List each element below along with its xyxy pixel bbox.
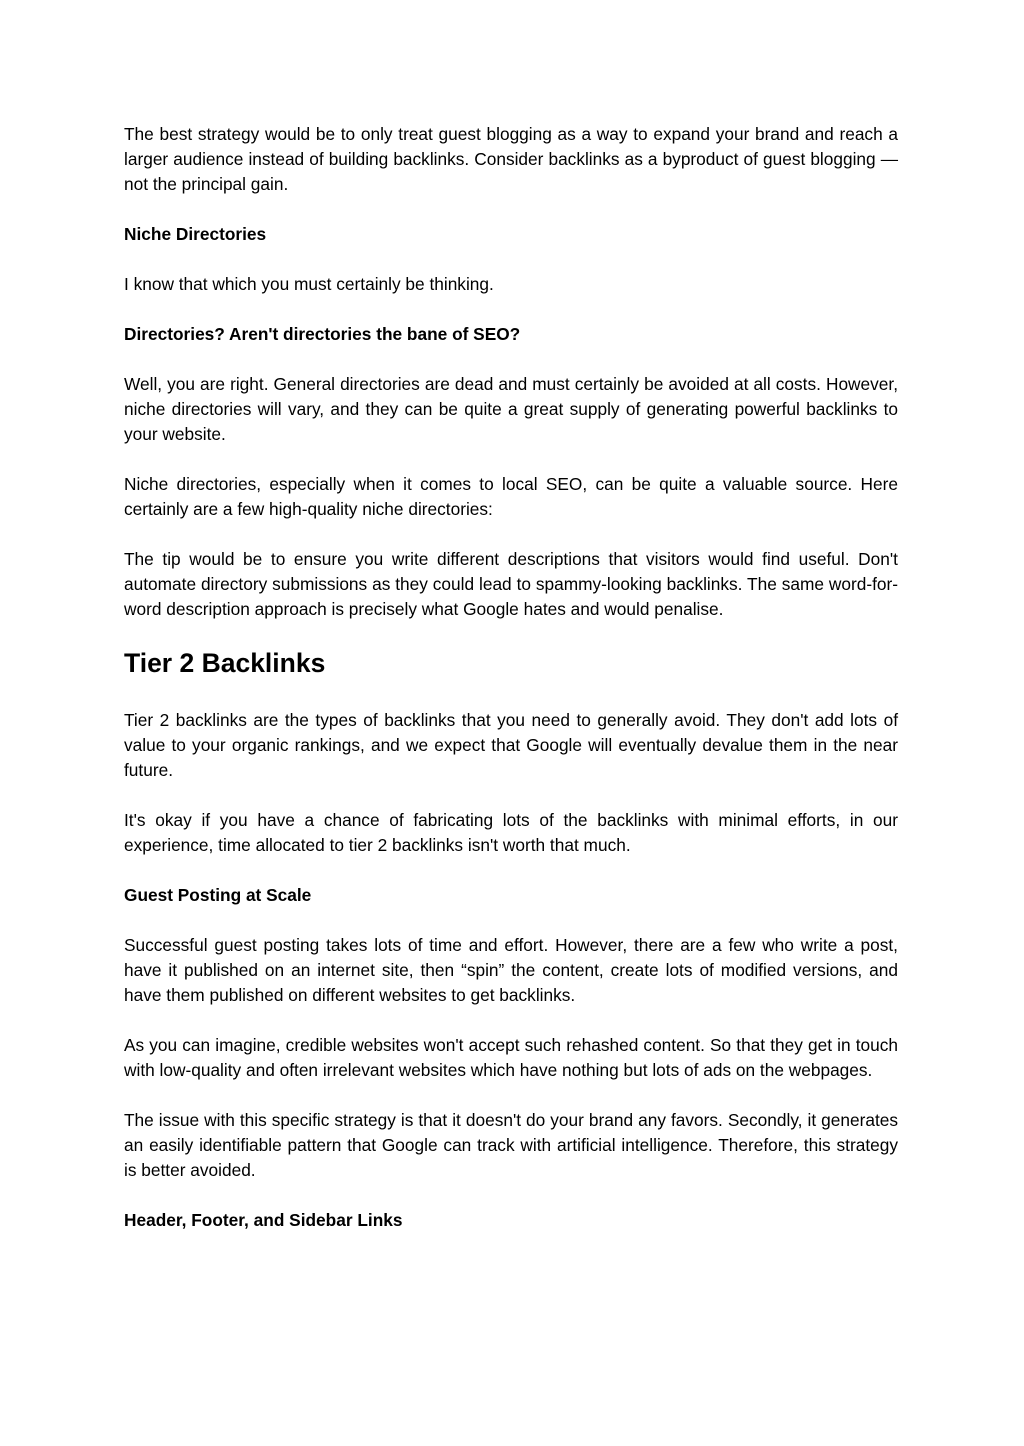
paragraph-guest-blogging-strategy: The best strategy would be to only treat guest blogging as a way to expand your brand and reach a larger audience instead of building backlinks. Consider backlinks as a byproduct of guest blogging — not the principal gain.	[124, 124, 898, 194]
paragraph-general-directories: Well, you are right. General directories are dead and must certainly be avoided at all costs. However, niche directories will vary, and they can be quite a great supply of generating powerful backlinks to your website.	[124, 374, 898, 444]
paragraph-local-seo-directories: Niche directories, especially when it comes to local SEO, can be quite a valuable source. Here certainly are a few high-quality niche directories:	[124, 474, 898, 519]
document-page	[124, 122, 898, 1258]
paragraph-directory-tip: The tip would be to ensure you write different descriptions that visitors would find useful. Don't automate directory submissions as they could lead to spammy-looking backlinks. The same word-for-word description approach is precisely what Google hates and would penalise.	[124, 549, 898, 619]
subheading-header-footer-sidebar-links: Header, Footer, and Sidebar Links	[124, 1210, 403, 1230]
paragraph-tier-2-effort: It's okay if you have a chance of fabricating lots of the backlinks with minimal efforts, in our experience, time allocated to tier 2 backlinks isn't worth that much.	[124, 810, 898, 855]
heading-tier-2-backlinks: Tier 2 Backlinks	[124, 648, 326, 678]
subheading-directories-question: Directories? Aren't directories the bane of SEO?	[124, 324, 521, 344]
paragraph-strategy-issue: The issue with this specific strategy is that it doesn't do your brand any favors. Secondly, it generates an easily identifiable pattern that Google can track with artificial intelligence. Therefore, this strategy is better avoided.	[124, 1110, 898, 1180]
paragraph-thinking: I know that which you must certainly be thinking.	[124, 274, 494, 294]
subheading-guest-posting-at-scale: Guest Posting at Scale	[124, 885, 312, 905]
subheading-niche-directories: Niche Directories	[124, 224, 267, 244]
paragraph-rehashed-content: As you can imagine, credible websites won't accept such rehashed content. So that they get in touch with low-quality and often irrelevant websites which have nothing but lots of ads on the webpages.	[124, 1035, 898, 1080]
paragraph-spun-content: Successful guest posting takes lots of time and effort. However, there are a few who write a post, have it published on an internet site, then “spin” the content, create lots of modified versions, and have them published on different websites to get backlinks.	[124, 935, 898, 1005]
paragraph-tier-2-avoid: Tier 2 backlinks are the types of backlinks that you need to generally avoid. They don't add lots of value to your organic rankings, and we expect that Google will eventually devalue them in the near future.	[124, 710, 898, 780]
